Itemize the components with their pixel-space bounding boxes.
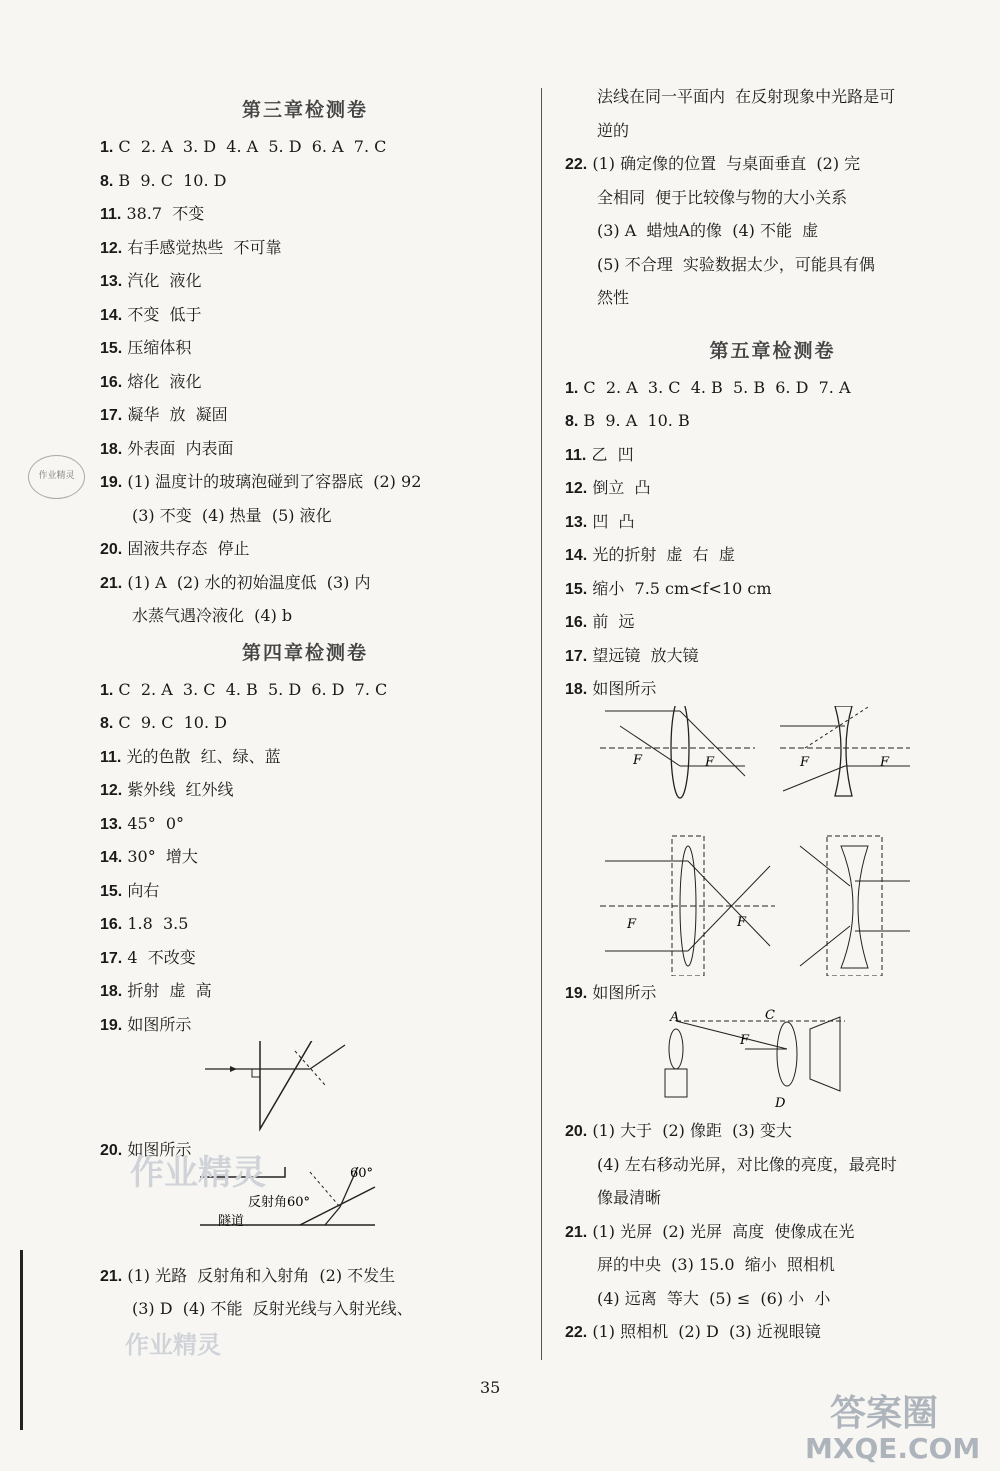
answer-line	[565, 281, 980, 315]
focus-label-4: F	[880, 754, 890, 770]
answer-line	[100, 365, 510, 399]
question-number: 17.	[565, 647, 588, 665]
projector-diagram	[565, 1009, 980, 1114]
answer-text: 缩小 7.5 cm<f<10 cm	[587, 578, 772, 598]
answer-line	[565, 572, 980, 606]
answer-text: (5) 不合理 实验数据太少，可能具有偶	[597, 254, 875, 274]
answer-text: 折射 虚 高	[122, 981, 212, 1000]
answer-text: (1) 光屏 (2) 光屏 高度 使像成在光	[587, 1221, 855, 1241]
label-f: F	[740, 1033, 750, 1048]
answer-line	[100, 840, 510, 874]
question-number: 8.	[100, 715, 114, 732]
answer-text: 如图所示	[587, 679, 657, 698]
answer-line	[100, 941, 510, 975]
right-top-answers	[565, 80, 980, 315]
answer-text: (4) 左右移动光屏，对比像的亮度，最亮时	[597, 1154, 897, 1174]
question-number: 15.	[100, 340, 123, 357]
figure-q19-projector	[565, 1009, 980, 1114]
answer-text: 汽化 液化	[122, 271, 202, 290]
question-number: 21.	[565, 1223, 588, 1241]
answer-text: (3) 不变 (4) 热量 (5) 液化	[132, 505, 332, 525]
answer-line	[565, 639, 980, 673]
answer-line	[100, 465, 510, 499]
answer-line	[565, 505, 980, 539]
focus-label-3: F	[800, 754, 810, 770]
answer-text: 法线在同一平面内 在反射现象中光路是可	[597, 87, 896, 106]
focus-label-6: F	[737, 914, 747, 930]
question-number: 20.	[565, 1123, 588, 1140]
figure-q19-prism	[100, 1041, 510, 1133]
question-number: 11.	[100, 748, 122, 766]
answer-text: 前 远	[587, 612, 635, 631]
answer-text: 屏的中央 (3) 15.0 缩小 照相机	[597, 1255, 835, 1274]
answer-line	[565, 1248, 980, 1282]
question-number: 12.	[565, 480, 588, 497]
answer-line	[100, 532, 510, 566]
question-number: 16.	[565, 614, 588, 631]
question-number: 18.	[100, 440, 123, 458]
angle-label: 60°	[350, 1166, 374, 1181]
answer-text: 光的色散 红、绿、蓝	[121, 746, 281, 766]
answer-line	[100, 130, 510, 164]
answer-text: 压缩体积	[122, 338, 192, 357]
answer-text: 水蒸气遇冷液化 (4) b	[132, 606, 293, 625]
answer-text: 30° 增大	[122, 847, 198, 866]
answer-line	[100, 974, 510, 1008]
answer-text: (1) 温度计的玻璃泡碰到了容器底 (2) 92	[122, 472, 422, 491]
answer-text: C 2. A 3. C 4. B 5. D 6. D 7. C	[113, 679, 388, 699]
answer-line	[100, 264, 510, 298]
answer-line	[565, 214, 980, 248]
answer-text: 45° 0°	[122, 813, 185, 833]
left-column	[100, 90, 510, 1326]
answer-line	[565, 1181, 980, 1215]
answer-line	[565, 1114, 980, 1148]
answer-line	[100, 164, 510, 198]
answer-text: (3) A 蜡烛A的像 (4) 不能 虚	[597, 221, 819, 240]
figure-q18-lenses	[565, 706, 980, 976]
answer-line	[565, 181, 980, 215]
answer-text: C 9. C 10. D	[113, 713, 227, 732]
question-number: 22.	[565, 1324, 588, 1341]
focus-label-1: F	[633, 752, 643, 768]
question-number: 15.	[565, 580, 588, 598]
answer-text: 乙 凹	[586, 444, 634, 464]
answer-text: 固液共存态 停止	[122, 539, 250, 558]
answer-text: 外表面 内表面	[122, 438, 234, 458]
question-number: 21.	[100, 1267, 123, 1285]
chapter4-answers	[100, 673, 510, 1042]
answer-line	[565, 1315, 980, 1349]
answer-line	[565, 147, 980, 181]
focus-label-5: F	[627, 916, 637, 932]
answer-text: 向右	[122, 880, 160, 900]
answer-line	[100, 298, 510, 332]
watermark-mid: 作业精灵	[130, 1153, 266, 1193]
answer-text: (1) 照相机 (2) D (3) 近视眼镜	[587, 1322, 821, 1341]
lens-diagrams	[565, 706, 980, 976]
page-number: 35	[480, 1378, 501, 1397]
answer-line	[100, 874, 510, 908]
answer-text: 右手感觉热些 不可靠	[122, 237, 282, 257]
prism-diagram	[100, 1041, 510, 1133]
answer-text: 凹 凸	[587, 511, 635, 531]
question-number: 1.	[100, 681, 114, 699]
answer-line	[100, 1008, 510, 1042]
question-number: 15.	[100, 882, 123, 900]
focus-label-2: F	[705, 754, 715, 770]
chapter3-answers	[100, 130, 510, 633]
answer-line	[565, 1282, 980, 1316]
answer-line	[100, 231, 510, 265]
label-a: A	[670, 1010, 680, 1025]
answer-line	[100, 1259, 510, 1293]
answer-text: 4 不改变	[122, 947, 196, 967]
answer-text: 凝华 放 凝固	[122, 405, 228, 424]
answer-line	[100, 599, 510, 633]
stamp-logo	[28, 455, 85, 499]
answer-text: C 2. A 3. C 4. B 5. B 6. D 7. A	[578, 377, 851, 397]
answer-text: 1.8 3.5	[122, 914, 189, 933]
answer-line	[100, 1292, 510, 1326]
answer-text: C 2. A 3. D 4. A 5. D 6. A 7. C	[113, 137, 387, 156]
question-number: 8.	[100, 172, 114, 190]
answer-line	[565, 80, 980, 114]
answer-line	[100, 432, 510, 466]
stamp-text: 作业精灵	[38, 471, 75, 481]
answer-line	[565, 1215, 980, 1249]
answer-line	[565, 248, 980, 282]
answer-text: 熔化 液化	[122, 371, 202, 391]
tunnel-label: 隧道	[218, 1213, 245, 1229]
question-number: 1.	[100, 139, 114, 156]
question-number: 8.	[565, 413, 579, 430]
answer-line	[100, 566, 510, 600]
question-number: 18.	[565, 681, 588, 698]
answer-line	[100, 398, 510, 432]
answer-line	[100, 807, 510, 841]
question-number: 16.	[100, 916, 123, 933]
chapter5-tail-answers	[565, 1114, 980, 1349]
question-number: 17.	[100, 949, 123, 967]
question-number: 13.	[565, 513, 588, 531]
answer-text: 像最清晰	[597, 1188, 662, 1207]
question-number: 13.	[100, 815, 123, 833]
answer-text: 38.7 不变	[121, 204, 205, 223]
answer-line	[565, 1148, 980, 1182]
question-number: 21.	[100, 574, 123, 592]
answer-text: 不变 低于	[122, 304, 202, 324]
answer-text: (3) D (4) 不能 反射光线与入射光线、	[132, 1299, 413, 1318]
question-number: 22.	[565, 156, 588, 173]
answer-line	[565, 605, 980, 639]
question-number: 20.	[100, 541, 123, 558]
question-number: 11.	[565, 446, 587, 464]
column-divider	[541, 88, 542, 1360]
answer-text: B 9. A 10. B	[578, 411, 690, 430]
question-number: 14.	[100, 306, 123, 324]
answer-text: (1) 确定像的位置 与桌面垂直 (2) 完	[587, 154, 861, 173]
answer-line	[565, 538, 980, 572]
label-d: D	[775, 1096, 786, 1111]
answer-line	[565, 371, 980, 405]
chapter5-answers	[565, 371, 980, 706]
answer-line	[565, 438, 980, 472]
answer-line	[100, 706, 510, 740]
watermark-url: MXQE.COM	[805, 1432, 981, 1465]
question-number: 19.	[100, 1016, 123, 1034]
answer-line	[565, 471, 980, 505]
question-number: 16.	[100, 373, 123, 391]
chapter5-title: 第五章检测卷	[709, 339, 836, 362]
question-number: 1.	[565, 379, 579, 397]
answer-line	[100, 331, 510, 365]
question-number: 19.	[100, 474, 123, 491]
answer-line	[100, 740, 510, 774]
question-number: 18.	[100, 983, 123, 1000]
question-number: 12.	[100, 239, 123, 257]
question-number: 17.	[100, 407, 123, 424]
right-column	[565, 80, 980, 1349]
answer-text: (1) 光路 反射角和入射角 (2) 不发生	[122, 1265, 396, 1285]
reflect-label: 反射角60°	[248, 1194, 311, 1210]
answer-text: 全相同 便于比较像与物的大小关系	[597, 187, 848, 207]
watermark-corner: 答案圈	[830, 1393, 939, 1434]
answer-line	[565, 404, 980, 438]
chapter4-q21	[100, 1259, 510, 1326]
question-number: 14.	[565, 547, 588, 564]
answer-line	[100, 499, 510, 533]
label-c: C	[765, 1009, 775, 1023]
answer-text: B 9. C 10. D	[113, 170, 227, 190]
answer-text: (1) 大于 (2) 像距 (3) 变大	[587, 1121, 792, 1140]
answer-line	[100, 673, 510, 707]
chapter3-title: 第三章检测卷	[241, 99, 368, 121]
answer-text: 光的折射 虚 右 虚	[587, 545, 735, 564]
answer-text: 如图所示	[122, 1014, 192, 1034]
answer-line	[100, 907, 510, 941]
watermark-bottom: 作业精灵	[125, 1331, 221, 1359]
answer-text: 逆的	[597, 120, 630, 140]
answer-line	[100, 773, 510, 807]
answer-text: 然性	[597, 288, 630, 307]
answer-text: 望远镜 放大镜	[587, 645, 699, 665]
answer-text: 倒立 凸	[587, 478, 651, 497]
q20-line: 20. 如图所示	[100, 1140, 192, 1159]
answer-line	[565, 672, 980, 706]
answer-line	[100, 197, 510, 231]
answer-text: (1) A (2) 水的初始温度低 (3) 内	[122, 572, 371, 592]
question-number: 13.	[100, 273, 123, 290]
question-number: 14.	[100, 849, 123, 866]
scan-edge	[20, 1250, 23, 1430]
answer-text: (4) 远离 等大 (5) ≤ (6) 小 小	[597, 1288, 831, 1308]
q19-line: 19. 如图所示	[565, 982, 657, 1002]
answer-text: 紫外线 红外线	[122, 780, 234, 799]
chapter4-title: 第四章检测卷	[241, 641, 368, 664]
answer-line	[565, 114, 980, 148]
question-number: 11.	[100, 206, 122, 223]
question-number: 12.	[100, 782, 123, 799]
